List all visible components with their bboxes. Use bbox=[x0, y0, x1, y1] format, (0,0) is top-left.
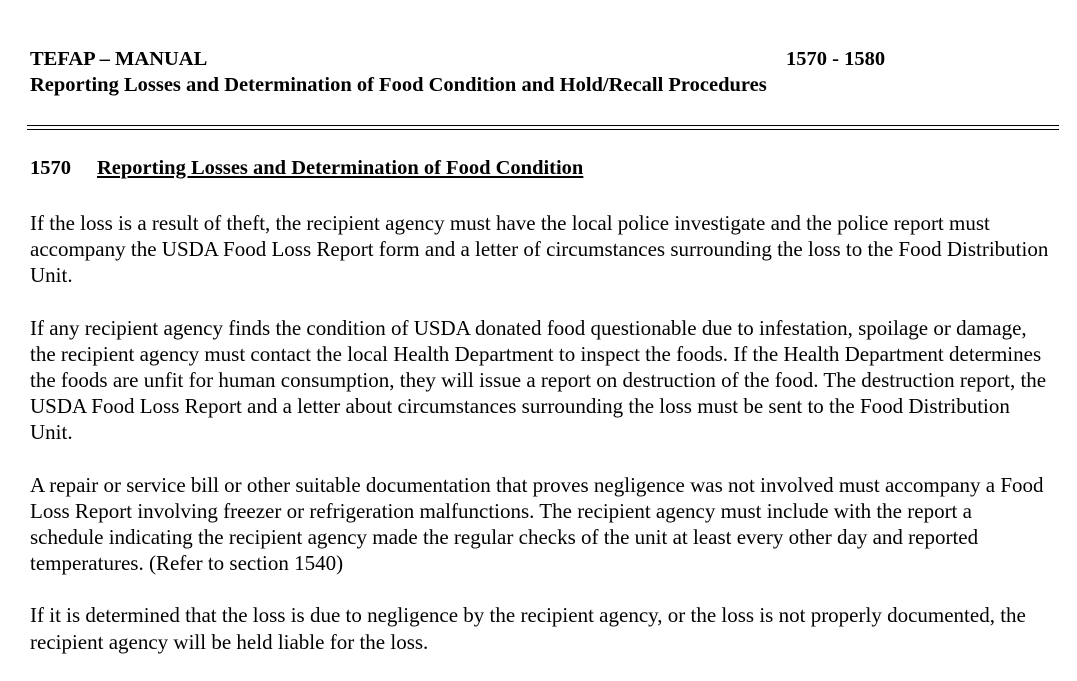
header-subtitle: Reporting Losses and Determination of Food Condition and Hold/Recall Procedures bbox=[30, 74, 767, 96]
paragraph-theft: If the loss is a result of theft, the recipient agency must have the local police investigate and the police report must accompany the USDA Food Loss Report form and a letter of circumstances surrounding the loss to the Food Distribution Unit. bbox=[30, 211, 1049, 288]
header-divider-top bbox=[27, 125, 1059, 126]
paragraph-equipment-malfunction: A repair or service bill or other suitable documentation that proves negligence was not involved must accompany a Food Loss Report involving freezer or refrigeration malfunctions. The recipient agency must include with the report a schedule indicating the recipient agency made the regular checks of the unit at least every other day and reported temperatures. (Refer to section 1540) bbox=[30, 472, 1044, 576]
document-header bbox=[30, 46, 1030, 98]
section-title: Reporting Losses and Determination of Food Condition bbox=[97, 157, 584, 179]
section-range: 1570 - 1580 bbox=[786, 48, 886, 70]
paragraph-food-condition: If any recipient agency finds the condition of USDA donated food questionable due to infestation, spoilage or damage, the recipient agency must contact the local Health Department to inspect the foods. If the Health Department determines the foods are unfit for human consumption, they will issue a report on destruction of the food. The destruction report, the USDA Food Loss Report and a letter about circumstances surrounding the loss must be sent to the Food Distribution Unit. bbox=[30, 315, 1047, 445]
paragraph-negligence-liability: If it is determined that the loss is due to negligence by the recipient agency, or the loss is not properly documented, the recipient agency will be held liable for the loss. bbox=[30, 603, 1026, 654]
section-number: 1570 bbox=[30, 157, 71, 179]
section-heading bbox=[30, 155, 583, 181]
header-title-row bbox=[30, 46, 1030, 72]
section-body bbox=[30, 210, 1050, 681]
manual-title: TEFAP – MANUAL bbox=[30, 48, 208, 70]
header-divider-bottom bbox=[27, 129, 1059, 130]
